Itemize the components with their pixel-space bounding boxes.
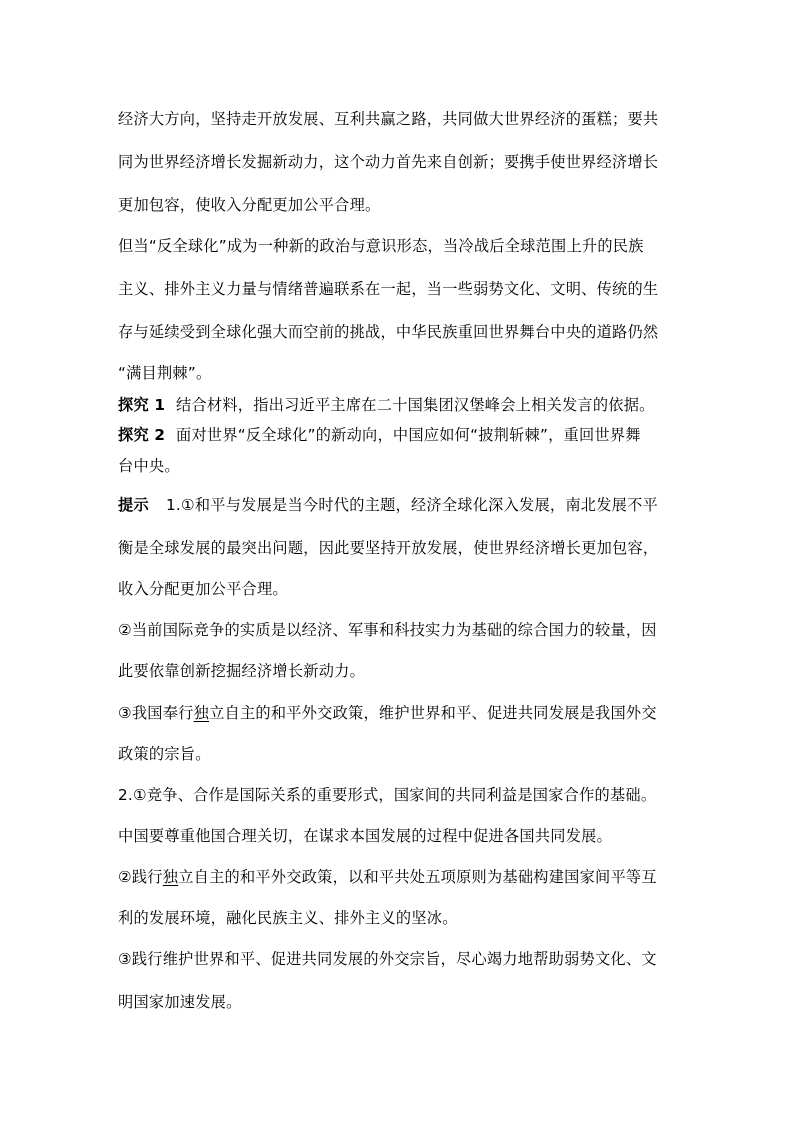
point-1-2-line-2: 此要依靠创新挖掘经济增长新动力。	[118, 662, 365, 680]
point-2-2-underlined: 独	[162, 868, 179, 886]
point-1-3-line-2: 政策的宗旨。	[118, 745, 211, 763]
question-1-text: 结合材料，指出习近平主席在二十国集团汉堡峰会上相关发言的依据。	[176, 396, 655, 414]
question-1-label: 探究 1	[118, 396, 166, 414]
point-2-1-line-1: 2.①竞争、合作是国际关系的重要形式，国家间的共同利益是国家合作的基础。	[118, 786, 657, 804]
point-2-3-line-1: ③践行维护世界和平、促进共同发展的外交宗旨，尽心竭力地帮助弱势文化、文	[118, 950, 657, 968]
paragraph-2-line-2: 主义、排外主义力量与情绪普遍联系在一起，当一些弱势文化、文明、传统的生	[118, 280, 659, 298]
question-2-text: 面对世界“反全球化”的新动向，中国应如何“披荆斩棘”，重回世界舞	[176, 426, 641, 444]
hint-line-3: 收入分配更加公平合理。	[118, 580, 288, 598]
point-2-2-line-1	[118, 865, 688, 889]
point-2-2-text-a: ②践行	[118, 868, 163, 886]
paragraph-1-line-1: 经济大方向，坚持走开放发展、互利共赢之路，共同做大世界经济的蛋糕；要共	[118, 110, 659, 128]
point-2-2-line-2: 利的发展环境，融化民族主义、排外主义的坚冰。	[118, 909, 458, 927]
question-2-line-2: 台中央。	[118, 457, 180, 475]
paragraph-2-line-4: “满目荆棘”。	[118, 364, 212, 382]
hint-line-1	[118, 493, 688, 517]
question-2-label: 探究 2	[118, 426, 166, 444]
hint-text: 1.①和平与发展是当今时代的主题，经济全球化深入发展，南北发展不平	[166, 496, 658, 514]
point-1-3-line-1	[118, 701, 688, 725]
point-1-3-underlined: 独	[193, 704, 210, 722]
point-1-3-text-a: ③我国奉行	[118, 704, 194, 722]
paragraph-2-line-1: 但当“反全球化”成为一种新的政治与意识形态，当冷战后全球范围上升的民族	[118, 237, 644, 255]
question-2-line-1	[118, 423, 688, 447]
point-1-3-text-b: 立自主的和平外交政策，维护世界和平、促进共同发展是我国外交	[209, 704, 657, 722]
point-2-2-text-b: 立自主的和平外交政策，以和平共处五项原则为基础构建国家间平等互	[178, 868, 657, 886]
point-2-3-line-2: 明国家加速发展。	[118, 993, 242, 1011]
point-2-1-line-2: 中国要尊重他国合理关切，在谋求本国发展的过程中促进各国共同发展。	[118, 827, 612, 845]
paragraph-1-line-3: 更加包容，使收入分配更加公平合理。	[118, 196, 381, 214]
hint-label: 提示	[118, 496, 149, 514]
paragraph-2-line-3: 存与延续受到全球化强大而空前的挑战，中华民族重回世界舞台中央的道路仍然	[118, 323, 659, 341]
question-1	[118, 393, 688, 417]
point-1-2-line-1: ②当前国际竞争的实质是以经济、军事和科技实力为基础的综合国力的较量，因	[118, 621, 657, 639]
hint-line-2: 衡是全球发展的最突出问题，因此要坚持开放发展，使世界经济增长更加包容，	[118, 539, 659, 557]
paragraph-1-line-2: 同为世界经济增长发掘新动力，这个动力首先来自创新；要携手使世界经济增长	[118, 153, 659, 171]
